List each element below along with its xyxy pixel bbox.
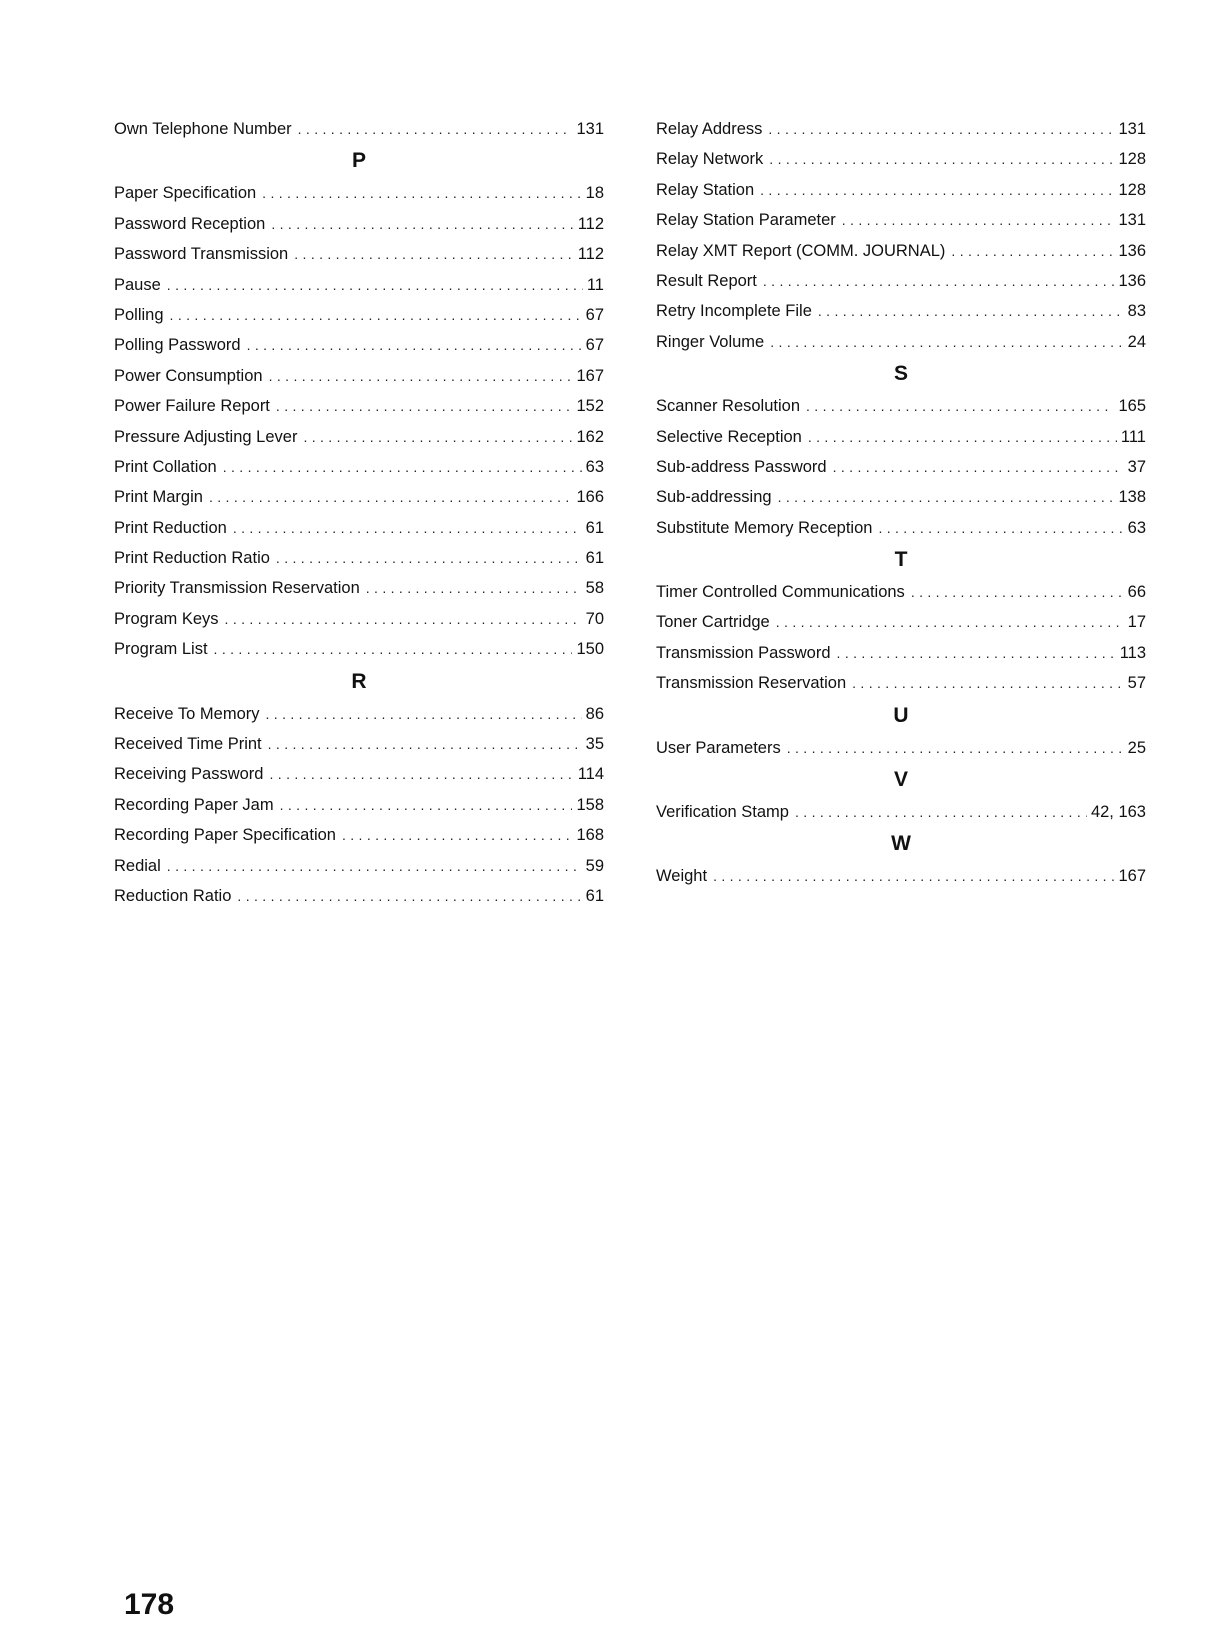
index-term: Relay Address xyxy=(656,120,763,138)
index-page-ref: 67 xyxy=(585,336,604,355)
index-term: Scanner Resolution xyxy=(656,397,801,416)
index-term: Password Reception xyxy=(114,214,266,233)
index-page-ref: 57 xyxy=(1127,674,1146,693)
index-page-ref: 114 xyxy=(577,765,604,784)
index-term: Polling Password xyxy=(114,336,241,355)
dot-leader xyxy=(806,391,1114,421)
index-page-ref: 35 xyxy=(585,735,604,754)
index-term: Program List xyxy=(114,640,208,659)
index-entry xyxy=(656,577,1146,607)
dot-leader xyxy=(787,733,1124,763)
dot-leader xyxy=(269,361,573,391)
dot-leader xyxy=(795,797,1087,827)
index-term: Relay XMT Report (COMM. JOURNAL) xyxy=(656,241,946,260)
dot-leader xyxy=(837,638,1116,668)
index-entry xyxy=(656,513,1146,543)
dot-leader xyxy=(233,513,582,543)
index-page-ref: 167 xyxy=(1118,867,1146,886)
index-page-ref: 111 xyxy=(1120,427,1146,446)
index-term: Polling xyxy=(114,305,164,324)
index-entry xyxy=(114,881,604,911)
section-letter-heading: U xyxy=(893,703,909,727)
index-entry xyxy=(114,543,604,573)
index-term: Paper Specification xyxy=(114,184,257,203)
index-entry xyxy=(114,330,604,360)
index-term: Password Transmission xyxy=(114,245,289,264)
index-term: Recording Paper Jam xyxy=(114,795,274,814)
index-page-ref: 112 xyxy=(577,245,604,264)
index-entry xyxy=(114,820,604,850)
index-entry xyxy=(114,422,604,452)
index-term: Print Reduction xyxy=(114,518,227,537)
dot-leader xyxy=(833,452,1124,482)
index-term: Relay Network xyxy=(656,150,764,169)
dot-leader xyxy=(842,205,1115,235)
index-entry xyxy=(656,733,1146,763)
index-entry xyxy=(114,178,604,208)
dot-leader xyxy=(778,482,1115,512)
dot-leader xyxy=(276,543,582,573)
dot-leader xyxy=(911,577,1124,607)
dot-leader xyxy=(298,114,573,144)
section-letter-heading: W xyxy=(891,832,911,856)
index-term: Redial xyxy=(114,856,161,875)
index-page-ref: 63 xyxy=(1127,518,1146,537)
dot-leader xyxy=(763,266,1115,296)
index-term: Own Telephone Number xyxy=(114,120,292,138)
section-letter-heading: R xyxy=(351,669,367,693)
index-term: Print Collation xyxy=(114,457,217,476)
index-term: Power Consumption xyxy=(114,366,263,385)
index-page-ref: 165 xyxy=(1118,397,1146,416)
index-page-ref: 128 xyxy=(1118,180,1146,199)
dot-leader xyxy=(768,114,1114,144)
index-page-ref: 25 xyxy=(1127,738,1146,757)
index-term: Result Report xyxy=(656,271,757,290)
index-entry xyxy=(656,266,1146,296)
index-term: Recording Paper Specification xyxy=(114,826,336,845)
index-term: User Parameters xyxy=(656,738,781,757)
index-page-ref: 131 xyxy=(1118,120,1146,138)
index-term: Relay Station xyxy=(656,180,755,199)
index-term: Transmission Reservation xyxy=(656,674,847,693)
index-entry xyxy=(114,604,604,634)
dot-leader xyxy=(342,820,573,850)
index-page-ref: 167 xyxy=(576,366,604,385)
index-page-ref: 86 xyxy=(585,704,604,723)
dot-leader xyxy=(167,270,583,300)
index-page-ref: 42, 163 xyxy=(1090,803,1146,822)
index-entry xyxy=(656,452,1146,482)
index-page-ref: 61 xyxy=(585,518,604,537)
dot-leader xyxy=(294,239,573,269)
index-entry xyxy=(114,270,604,300)
index-page-ref: 150 xyxy=(576,640,604,659)
index-entry xyxy=(114,452,604,482)
index-entry xyxy=(656,205,1146,235)
index-page-ref: 136 xyxy=(1118,241,1146,260)
index-column-right xyxy=(656,114,1146,892)
dot-leader xyxy=(808,422,1117,452)
index-term: Power Failure Report xyxy=(114,397,270,416)
dot-leader xyxy=(769,144,1114,174)
index-page-ref: 138 xyxy=(1118,488,1146,507)
index-entry xyxy=(656,327,1146,357)
index-column-left xyxy=(114,114,604,911)
index-page-ref: 112 xyxy=(577,214,604,233)
section-letter-heading: P xyxy=(351,149,366,173)
index-page-ref: 24 xyxy=(1127,332,1146,351)
index-page-ref: 61 xyxy=(585,549,604,568)
dot-leader xyxy=(225,604,582,634)
index-entry xyxy=(656,236,1146,266)
index-term: Pressure Adjusting Lever xyxy=(114,427,298,446)
index-page-ref: 70 xyxy=(585,609,604,628)
dot-leader xyxy=(170,300,582,330)
index-entry xyxy=(114,851,604,881)
dot-leader xyxy=(262,178,581,208)
index-page-ref: 131 xyxy=(1118,211,1146,230)
index-entry xyxy=(656,391,1146,421)
index-page-ref: 63 xyxy=(585,457,604,476)
index-term: Reduction Ratio xyxy=(114,886,232,905)
section-letter-heading: V xyxy=(893,768,908,792)
index-page-ref: 11 xyxy=(586,275,604,294)
index-term: Priority Transmission Reservation xyxy=(114,579,360,598)
dot-leader xyxy=(237,881,581,911)
index-page-ref: 18 xyxy=(585,184,604,203)
index-entry xyxy=(114,513,604,543)
index-page-ref: 128 xyxy=(1118,150,1146,169)
dot-leader xyxy=(280,790,573,820)
index-entry xyxy=(656,668,1146,698)
dot-leader xyxy=(878,513,1123,543)
index-term: Program Keys xyxy=(114,609,219,628)
index-entry xyxy=(114,790,604,820)
dot-leader xyxy=(366,573,582,603)
index-page-ref: 58 xyxy=(585,579,604,598)
index-entry xyxy=(656,482,1146,512)
index-entry xyxy=(114,573,604,603)
index-entry xyxy=(656,797,1146,827)
dot-leader xyxy=(713,861,1114,891)
index-term: Relay Station Parameter xyxy=(656,211,836,230)
index-entry xyxy=(114,759,604,789)
dot-leader xyxy=(760,175,1114,205)
index-term: Print Margin xyxy=(114,488,203,507)
dot-leader xyxy=(214,634,573,664)
dot-leader xyxy=(770,327,1123,357)
dot-leader xyxy=(268,729,582,759)
index-page-ref: 37 xyxy=(1127,457,1146,476)
dot-leader xyxy=(247,330,582,360)
index-entry xyxy=(114,729,604,759)
dot-leader xyxy=(951,236,1114,266)
dot-leader xyxy=(776,607,1124,637)
index-page-ref: 158 xyxy=(576,795,604,814)
index-term: Substitute Memory Reception xyxy=(656,518,873,537)
index-entry xyxy=(656,296,1146,326)
index-page-ref: 113 xyxy=(1119,643,1146,662)
index-entry xyxy=(656,175,1146,205)
section-letter-heading: T xyxy=(894,548,908,572)
index-page-ref: 83 xyxy=(1127,302,1146,321)
section-letter-heading: S xyxy=(893,362,908,386)
index-entry xyxy=(114,209,604,239)
dot-leader xyxy=(209,482,573,512)
index-page-ref: 152 xyxy=(576,397,604,416)
index-entry xyxy=(114,239,604,269)
index-entry xyxy=(114,300,604,330)
dot-leader xyxy=(818,296,1124,326)
index-term: Receiving Password xyxy=(114,765,264,784)
index-term: Transmission Password xyxy=(656,643,831,662)
index-entry xyxy=(114,482,604,512)
dot-leader xyxy=(276,391,573,421)
index-page-ref: 67 xyxy=(585,305,604,324)
dot-leader xyxy=(167,851,582,881)
dot-leader xyxy=(223,452,582,482)
index-entry xyxy=(656,144,1146,174)
index-entry xyxy=(656,114,1146,144)
index-entry xyxy=(656,607,1146,637)
index-term: Received Time Print xyxy=(114,735,262,754)
index-entry xyxy=(114,114,604,144)
index-term: Ringer Volume xyxy=(656,332,765,351)
index-entry xyxy=(656,422,1146,452)
index-page-ref: 168 xyxy=(576,826,604,845)
dot-leader xyxy=(266,699,582,729)
index-entry xyxy=(114,699,604,729)
index-entry xyxy=(114,361,604,391)
page-number: 178 xyxy=(124,1588,175,1621)
index-term: Retry Incomplete File xyxy=(656,302,812,321)
index-term: Print Reduction Ratio xyxy=(114,549,270,568)
index-page-ref: 131 xyxy=(576,120,604,138)
index-term: Pause xyxy=(114,275,161,294)
index-page-ref: 61 xyxy=(585,886,604,905)
index-entry xyxy=(656,861,1146,891)
index-entry xyxy=(656,638,1146,668)
index-term: Selective Reception xyxy=(656,427,802,446)
dot-leader xyxy=(271,209,573,239)
index-page-ref: 59 xyxy=(585,856,604,875)
index-term: Receive To Memory xyxy=(114,704,260,723)
index-entry xyxy=(114,634,604,664)
index-term: Sub-address Password xyxy=(656,457,827,476)
index-page-ref: 166 xyxy=(576,488,604,507)
index-term: Verification Stamp xyxy=(656,803,789,822)
index-page-ref: 17 xyxy=(1127,613,1146,632)
dot-leader xyxy=(303,422,572,452)
index-page-ref: 136 xyxy=(1118,271,1146,290)
index-term: Weight xyxy=(656,867,708,886)
index-term: Toner Cartridge xyxy=(656,613,770,632)
dot-leader xyxy=(269,759,573,789)
index-page-ref: 66 xyxy=(1127,583,1146,602)
index-term: Timer Controlled Communications xyxy=(656,583,905,602)
index-entry xyxy=(114,391,604,421)
dot-leader xyxy=(852,668,1124,698)
index-page-ref: 162 xyxy=(576,427,604,446)
index-term: Sub-addressing xyxy=(656,488,772,507)
